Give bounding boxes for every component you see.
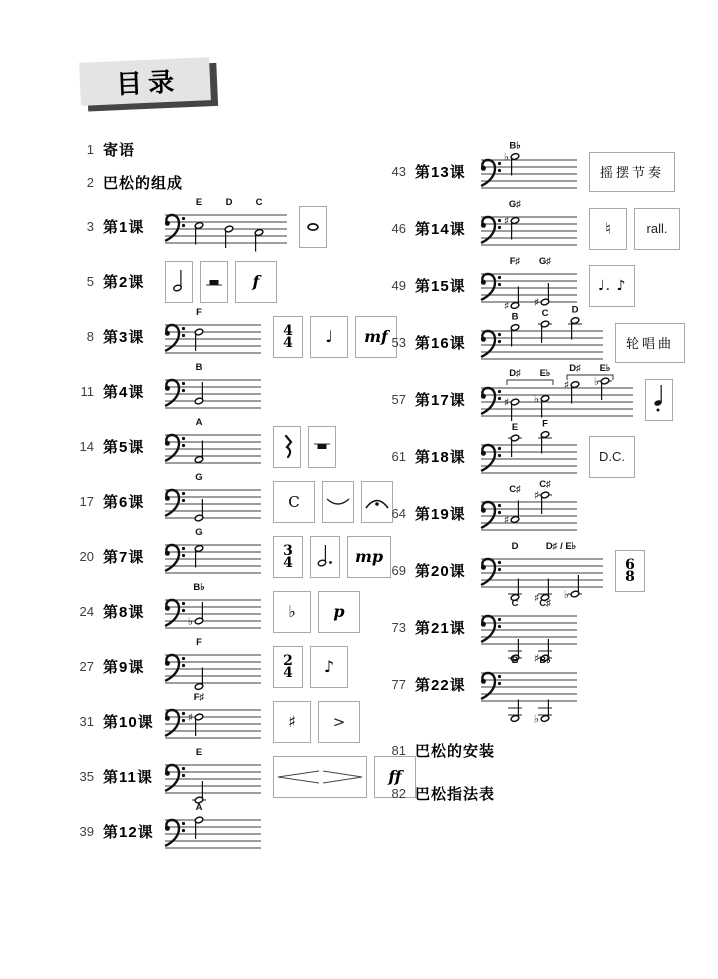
bass-clef-icon [165, 600, 185, 626]
page-number: 17 [79, 494, 94, 509]
page-number: 43 [391, 164, 406, 179]
mezzo-piano-dynamic: mp [347, 536, 391, 578]
note-label: G [195, 526, 203, 538]
note-label: D [225, 196, 233, 208]
entry-label: 第5课 [103, 439, 145, 456]
symbol-boxes [589, 208, 680, 250]
accidental-glyph: ♯ [187, 710, 194, 724]
page-number: 73 [391, 620, 406, 635]
symbol-boxes [273, 701, 360, 743]
page-number: 1 [86, 142, 94, 157]
page-number: 69 [391, 563, 406, 578]
dotted-quarter-eighth-rhythm: ♩. ♪ [589, 265, 635, 307]
bass-clef-icon [165, 490, 185, 516]
note-label: B [511, 311, 519, 322]
accidental-glyph: ♭ [187, 614, 194, 628]
entry-label: 第10课 [103, 714, 154, 731]
time-sig-top: 3 [283, 542, 293, 559]
page-number: 49 [391, 278, 406, 293]
entry-label: 第19课 [415, 506, 466, 523]
note-label: B [511, 654, 519, 666]
symbol-boxes [615, 550, 645, 592]
note-label: G♯ [538, 255, 552, 267]
accidental-glyph: ♯ [563, 377, 570, 391]
time-sig-top: 6 [625, 556, 635, 573]
note-label: G♯ [508, 198, 522, 210]
symbol-boxes [589, 152, 675, 192]
note-label: A [195, 416, 203, 428]
symbol-boxes [299, 206, 327, 248]
symbol-boxes [273, 536, 391, 578]
bass-clef-icon [481, 559, 501, 585]
entry-label: 巴松指法表 [415, 786, 496, 803]
entry-label: 第6课 [103, 494, 145, 511]
note-label: G [195, 471, 203, 483]
note-label: B♭ [509, 140, 521, 151]
forte-dynamic: f [235, 261, 277, 303]
page-number: 24 [79, 604, 94, 619]
page-title: 目录 [115, 66, 181, 100]
bass-clef-icon [165, 325, 185, 351]
entry-label: 第15课 [415, 278, 466, 295]
note-label: E [511, 421, 519, 433]
toc-entry [72, 801, 378, 859]
tie-icon [322, 481, 354, 523]
time-signature-3-4 [273, 536, 303, 578]
page-number: 31 [79, 714, 94, 729]
bass-clef-icon [481, 274, 501, 300]
time-sig-top: 2 [283, 652, 293, 669]
note-label: F [196, 636, 202, 648]
note-label: C [255, 196, 263, 208]
quarter-rest-icon [273, 426, 301, 468]
bass-clef-icon [165, 215, 185, 241]
note-label: E♭ [539, 367, 551, 379]
time-sig-bottom: 8 [625, 568, 635, 585]
note-label: D♯ [509, 367, 521, 379]
quarter-note-icon: ♩ [310, 316, 348, 358]
symbol-boxes [273, 646, 348, 688]
note-label: D [511, 540, 519, 552]
page-title-box [80, 60, 210, 103]
time-signature-6-8 [615, 550, 645, 592]
page-number: 8 [86, 329, 94, 344]
music-staff [479, 643, 579, 727]
note-label: B [195, 361, 203, 373]
symbol-boxes [589, 436, 635, 478]
flat-icon: ♭ [273, 591, 311, 633]
page-number: 3 [86, 219, 94, 234]
bass-clef-icon [165, 545, 185, 571]
entry-label: 第13课 [415, 164, 466, 181]
mezzo-forte-dynamic: mf [355, 316, 397, 358]
page-number: 20 [79, 549, 94, 564]
staccato-note-icon [645, 379, 673, 421]
time-sig-top: 4 [283, 322, 293, 339]
note-label: A [195, 801, 203, 813]
entry-label: 第11课 [103, 769, 153, 786]
note-label: F♯ [509, 255, 521, 267]
bass-clef-icon [481, 217, 501, 243]
page-number: 77 [391, 677, 406, 692]
dotted-half-note-icon [310, 536, 340, 578]
time-sig-bottom: 4 [283, 664, 293, 681]
bass-clef-icon [481, 331, 501, 357]
entry-label: 第7课 [103, 549, 145, 566]
bass-clef-icon [481, 160, 501, 186]
entry-label: 巴松的安装 [415, 743, 496, 760]
note-label: C♯ [509, 483, 521, 495]
page-number: 53 [391, 335, 406, 350]
note-label: E [195, 196, 203, 208]
bass-clef-icon [165, 435, 185, 461]
page-number: 2 [86, 175, 94, 190]
symbol-boxes [273, 426, 336, 468]
entry-label: 第14课 [415, 221, 466, 238]
entry-label: 第22课 [415, 677, 466, 694]
title-box-background [79, 57, 211, 106]
phrase-bracket [507, 380, 553, 385]
entry-label: 第17课 [415, 392, 466, 409]
entry-label: 第4课 [103, 384, 145, 401]
accidental-glyph: ♯ [533, 295, 540, 309]
entry-label: 第9课 [103, 659, 145, 676]
time-sig-bottom: 4 [283, 554, 293, 571]
toc-entry [72, 196, 378, 254]
accidental-glyph: ♭ [593, 374, 600, 388]
whole-note-icon [299, 206, 327, 248]
toc-entry [384, 654, 714, 725]
fortissimo-dynamic: ff [374, 756, 416, 798]
crescendo-decrescendo-icon [273, 756, 367, 798]
note-label: E♭ [599, 362, 611, 374]
accidental-glyph: ♯ [533, 590, 540, 604]
entry-label: 寄语 [103, 142, 136, 159]
page-number: 61 [391, 449, 406, 464]
note-label: C♯ [539, 597, 551, 609]
note-label: D [571, 304, 579, 315]
bass-clef-icon [481, 388, 501, 414]
entry-label: 第20课 [415, 563, 466, 580]
piano-dynamic: p [318, 591, 360, 633]
rallentando-label: rall. [634, 208, 680, 250]
entry-label: 第16课 [415, 335, 466, 352]
note-label: F [542, 418, 548, 429]
bass-clef-icon [165, 655, 185, 681]
whole-rest-icon [308, 426, 336, 468]
page-number: 82 [391, 786, 406, 801]
accidental-glyph: ♯ [533, 651, 540, 665]
entry-label: 第12课 [103, 824, 154, 841]
bass-clef-icon [165, 710, 185, 736]
accidental-glyph: ♯ [503, 298, 510, 312]
note-label: D♯ / E♭ [545, 540, 577, 552]
toc-columns [72, 133, 714, 859]
note-label: E [195, 746, 203, 758]
page-number: 46 [391, 221, 406, 236]
note-label: C [541, 307, 549, 319]
eighth-note-icon: ♪ [310, 646, 348, 688]
accidental-glyph: ♭ [533, 391, 540, 405]
bass-clef-icon [481, 673, 501, 699]
time-signature-2-4 [273, 646, 303, 688]
time-sig-bottom: 4 [283, 334, 293, 351]
music-staff [163, 185, 289, 269]
page-number: 57 [391, 392, 406, 407]
accidental-glyph: ♯ [533, 488, 540, 502]
symbol-boxes [273, 481, 393, 523]
symbol-boxes [645, 379, 673, 421]
bass-clef-icon [165, 820, 185, 846]
note-label: F♯ [193, 691, 205, 703]
entry-label: 第1课 [103, 219, 145, 236]
swing-rhythm-label: 摇摆节奏 [589, 152, 675, 192]
toc-entry [384, 729, 714, 772]
page-number: 14 [79, 439, 94, 454]
natural-icon: ♮ [589, 208, 627, 250]
toc-entry [72, 133, 378, 166]
note-label: C♯ [539, 478, 551, 490]
entry-label: 第2课 [103, 274, 145, 291]
note-label: F [196, 306, 202, 318]
page-number: 81 [391, 743, 406, 758]
accidental-glyph: ♭ [563, 587, 570, 601]
entry-label: 第21课 [415, 620, 466, 637]
note-label: D♯ [569, 362, 581, 374]
accent-icon: > [318, 701, 360, 743]
entry-label: 第3课 [103, 329, 145, 346]
accidental-glyph: ♯ [503, 512, 510, 526]
toc-column-right [378, 133, 714, 859]
sharp-icon: ♯ [273, 701, 311, 743]
page-number: 27 [79, 659, 94, 674]
page-number: 39 [79, 824, 94, 839]
da-capo-label: D.C. [589, 436, 635, 478]
accidental-glyph: ♭ [503, 149, 510, 163]
bass-clef-icon [165, 765, 185, 791]
accidental-glyph: ♯ [503, 395, 510, 409]
bass-clef-icon [481, 445, 501, 471]
bass-clef-icon [481, 502, 501, 528]
accidental-glyph: ♭ [533, 711, 540, 725]
round-song-label: 轮唱曲 [615, 323, 685, 363]
symbol-boxes [615, 323, 685, 363]
note-label: C [511, 597, 519, 609]
entry-label: 第18课 [415, 449, 466, 466]
note-label: B♭ [193, 581, 205, 593]
time-signature-4-4 [273, 316, 303, 358]
entry-label: 巴松的组成 [103, 175, 184, 192]
page-number: 5 [86, 274, 94, 289]
page-number: 11 [80, 384, 94, 399]
page-number: 64 [391, 506, 406, 521]
note-label: B♭ [539, 654, 551, 666]
bass-clef-icon [481, 616, 501, 642]
bass-clef-icon [165, 380, 185, 406]
toc-entry [384, 772, 714, 815]
entry-label: 第8课 [103, 604, 145, 621]
page-number: 35 [79, 769, 94, 784]
common-time-icon: C [273, 481, 315, 523]
accidental-glyph: ♯ [503, 213, 510, 227]
music-staff [163, 790, 263, 874]
symbol-boxes [273, 591, 360, 633]
